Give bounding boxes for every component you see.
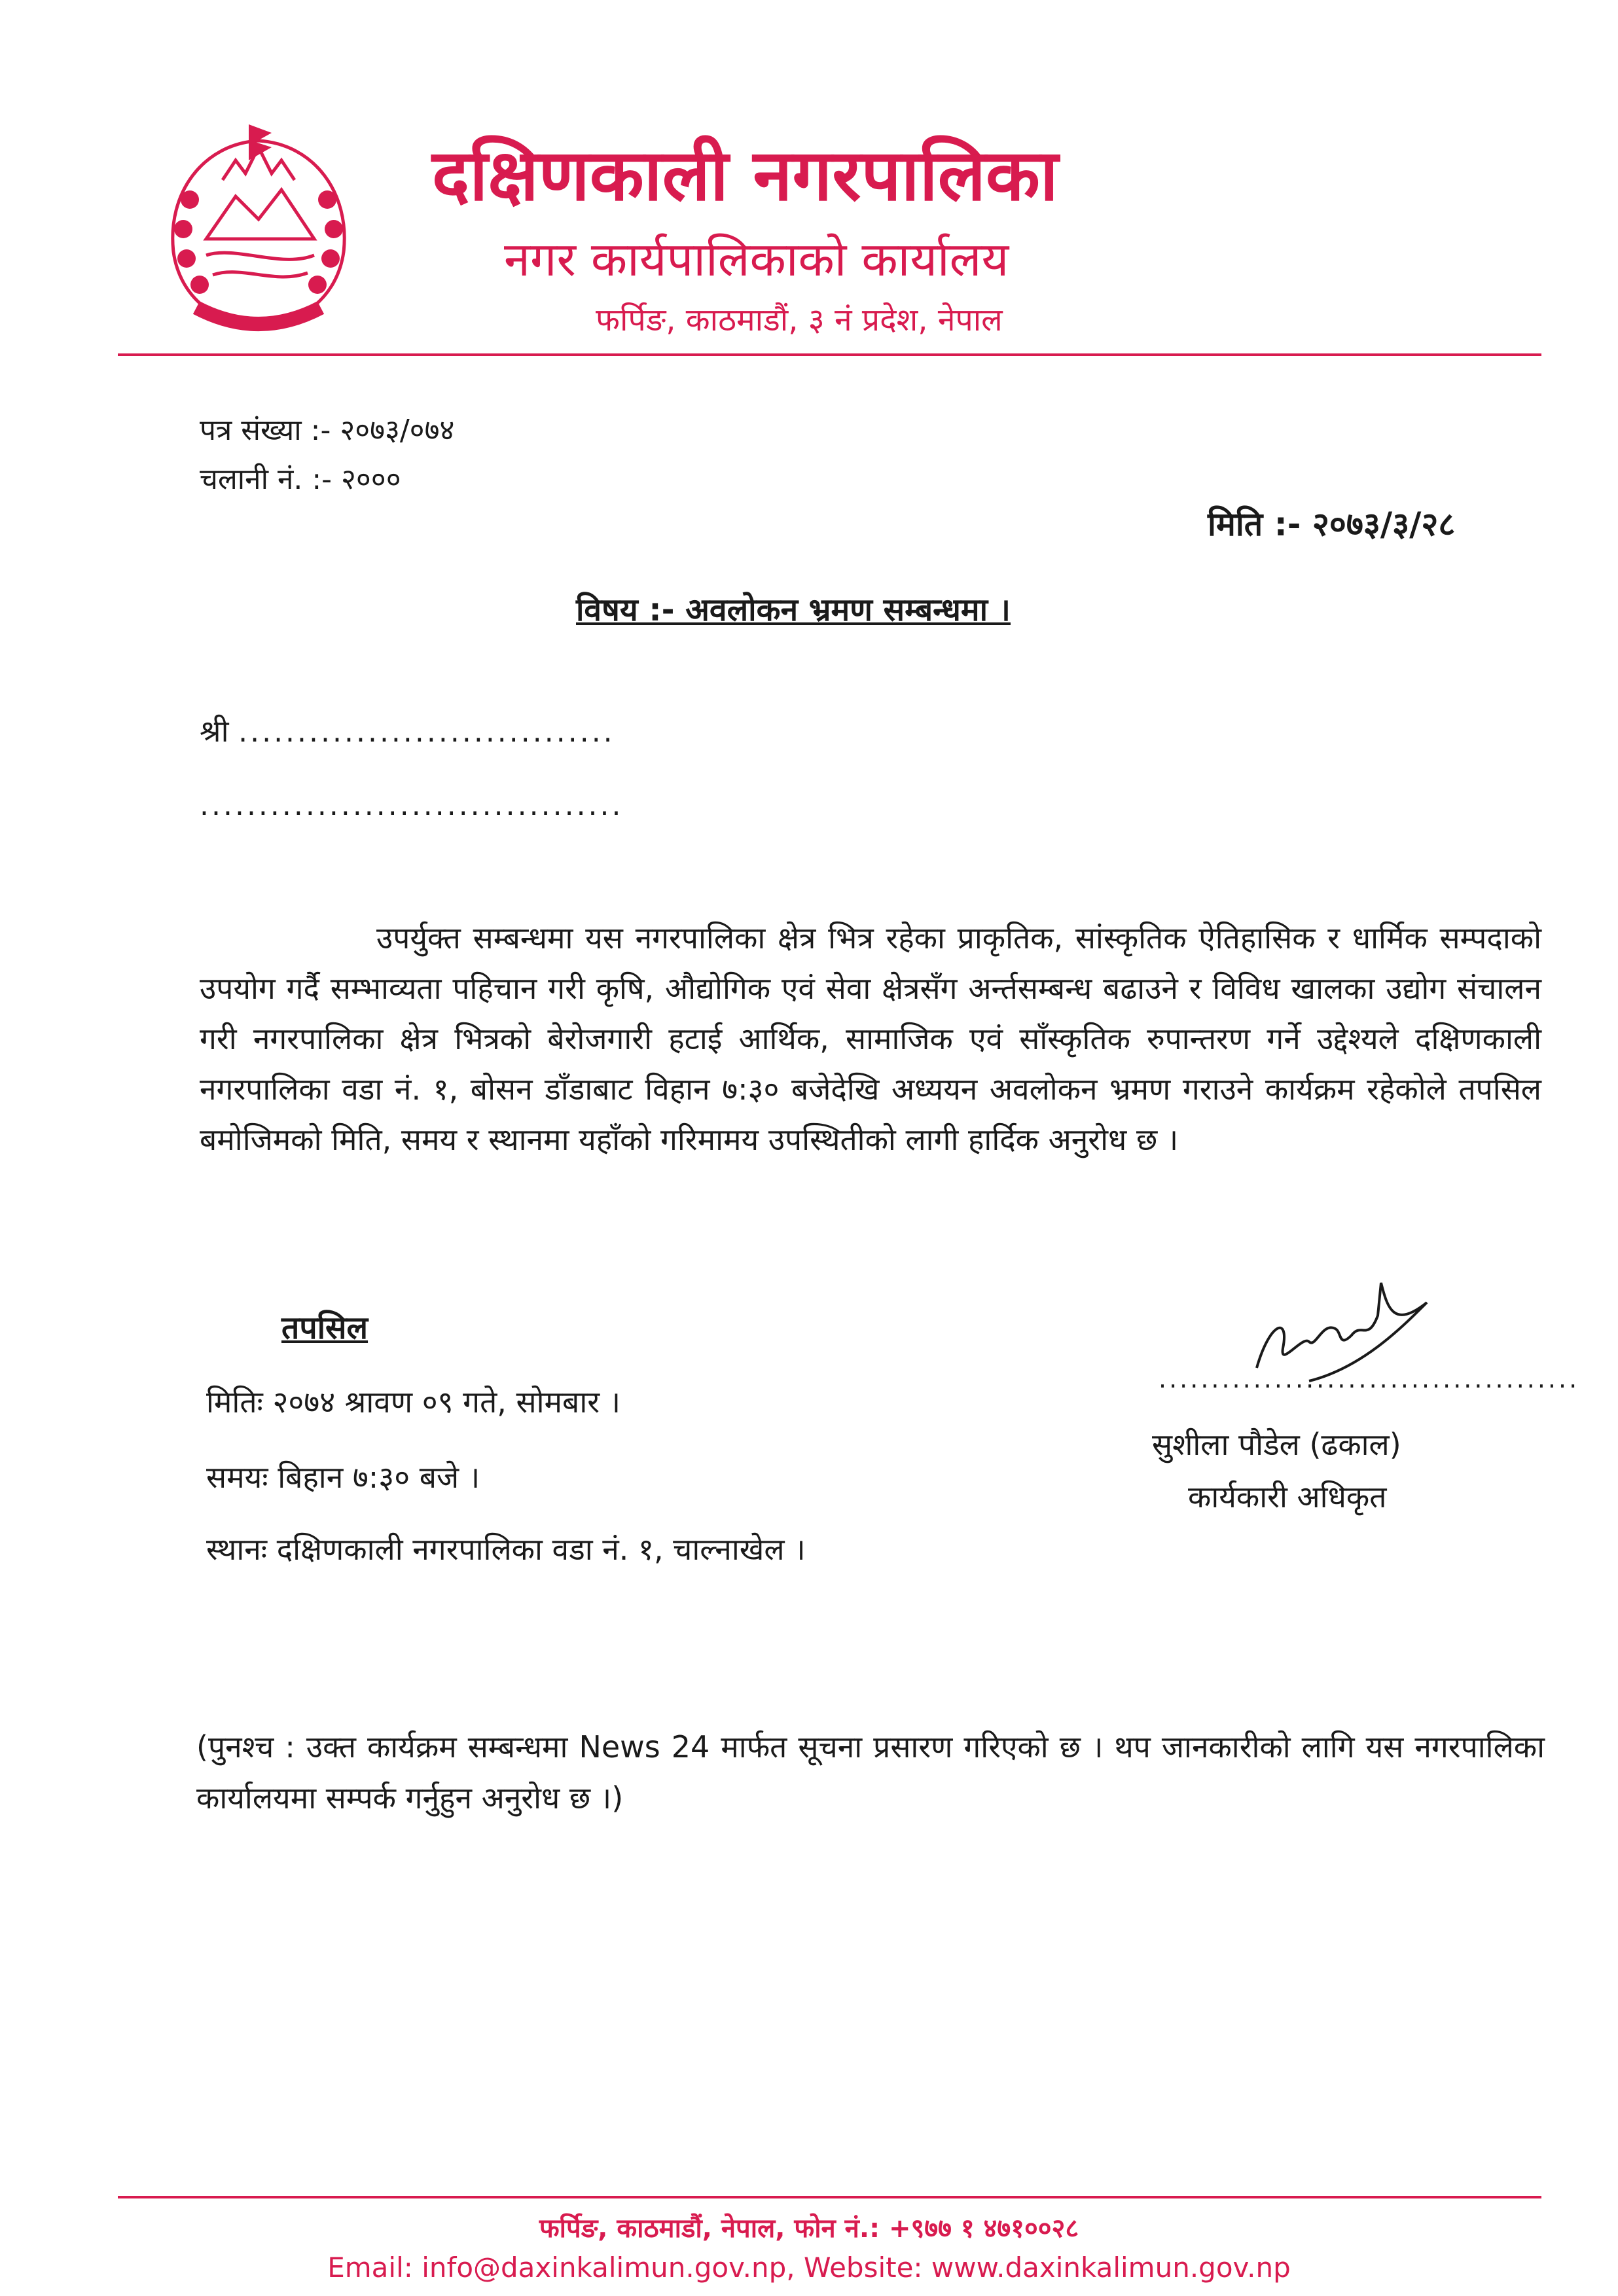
- dispatch-number: चलानी नं. :- २०००: [200, 463, 401, 496]
- letter-number: पत्र संख्या :- २०७३/०७४: [200, 414, 455, 447]
- signatory-designation: कार्यकारी अधिकृत: [1188, 1479, 1387, 1515]
- municipality-name: दक्षिणकाली नगरपालिका: [432, 135, 1058, 217]
- footer-divider: [118, 2196, 1541, 2198]
- salutation-text: श्री: [200, 713, 229, 749]
- body-text: उपर्युक्त सम्बन्धमा यस नगरपालिका क्षेत्र भित्र रहेका प्राकृतिक, सांस्कृतिक ऐतिहासिक र धार्मिक सम्पदाको उपयोग गर्दै सम्भाव्यता पहिचान गरी कृषि, औद्योगिक एवं सेवा क्षेत्रसँग अर्न्तसम्बन्ध बढाउने र विविध खालका उद्योग संचालन गरी नगरपालिका क्षेत्र भित्रको बेरोजगारी हटाई आर्थिक, सामाजिक एवं साँस्कृतिक रुपान्तरण गर्ने उद्देश्यले दक्षिणकाली नगरपालिका वडा नं. १, बोसन डाँडाबाट विहान ७:३० बजेदेखि अध्ययन अवलोकन भ्रमण गराउने कार्यक्रम रहेकोले तपसिल बमोजिमको मिति, समय र स्थानमा यहाँको गरिमामय उपस्थितीको लागी हार्दिक अनुरोध छ ।: [200, 920, 1541, 1157]
- event-place: स्थानः दक्षिणकाली नगरपालिका वडा नं. १, चाल्नाखेल ।: [206, 1532, 806, 1567]
- addressee-salutation: [200, 710, 615, 751]
- postscript: (पुनश्च : उक्त कार्यक्रम सम्बन्धमा News 24 मार्फत सूचना प्रसारण गरिएको छ । थप जानकारीको लागि यस नगरपालिका कार्यालयमा सम्पर्क गर्नुहुन अनुरोध छ ।): [196, 1729, 1545, 1816]
- subject-line: विषय :- अवलोकन भ्रमण सम्बन्धमा ।: [576, 592, 1011, 628]
- event-time: समयः बिहान ७:३० बजे ।: [206, 1460, 480, 1495]
- header-divider: [118, 353, 1541, 356]
- footer-contact: फर्पिङ, काठमाडौं, नेपाल, फोन नं.: +९७७ १ ४७१००२८: [539, 2214, 1079, 2244]
- nepal-emblem-icon: [151, 121, 367, 344]
- municipality-emblem: [151, 121, 367, 344]
- body-paragraph: [200, 913, 1541, 1165]
- signatory-name: सुशीला पौडेल (ढकाल): [1152, 1427, 1401, 1462]
- signature-dots: ........................................: [1159, 1365, 1580, 1393]
- office-name: नगर कार्यपालिकाको कार्यालय: [504, 232, 1009, 287]
- letter-date: मिति :- २०७३/३/२८: [1208, 505, 1456, 543]
- footer-email-website: Email: info@daxinkalimun.gov.np, Website: www.daxinkalimun.gov.np: [327, 2251, 1291, 2284]
- addressee-address-blank: ....................................: [200, 789, 624, 822]
- details-heading: तपसिल: [281, 1310, 369, 1346]
- addressee-name-blank: ................................: [238, 715, 615, 749]
- office-address: फर्पिङ, काठमाडौं, ३ नं प्रदेश, नेपाल: [596, 302, 1003, 338]
- event-date: मितिः २०७४ श्रावण ०९ गते, सोमबार ।: [206, 1384, 621, 1420]
- emblem-caption: [0, 0, 1, 1]
